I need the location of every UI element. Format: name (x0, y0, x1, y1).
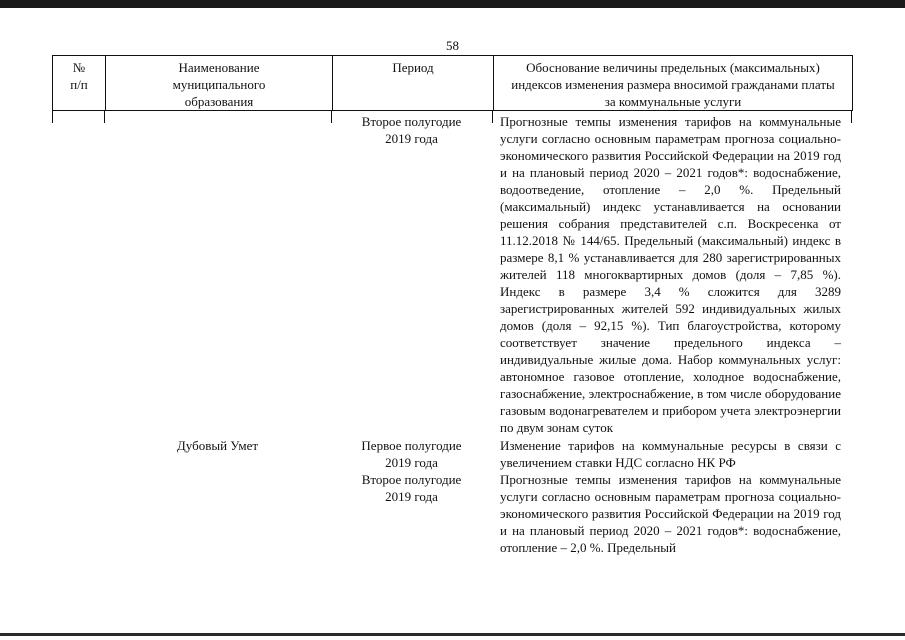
row-justification-text (492, 437, 851, 556)
tariff-table (52, 55, 853, 581)
period-b-line2: 2019 года (385, 489, 438, 504)
justification-text-a: Изменение тарифов на коммунальные ресурсы в связи с увеличением ставки НДС согласно НК РФ (500, 438, 841, 470)
header-municipality-line1: Наименование (178, 60, 260, 75)
border-stub (851, 111, 852, 123)
period-line1: Второе полугодие (361, 114, 462, 129)
scan-top-border (0, 0, 905, 8)
period-line2: 2019 года (385, 131, 438, 146)
header-num-line1: № (72, 60, 86, 75)
header-justification-line1: Обоснование величины предельных (максимальных) (526, 60, 820, 75)
header-justification (493, 56, 852, 110)
header-num (53, 56, 105, 110)
header-municipality-line3: образования (184, 94, 254, 109)
page-number: 58 (446, 38, 459, 53)
row-justification-text: Прогнозные темпы изменения тарифов на коммунальные услуги согласно основным параметрам прогноза социально-экономического развития Российской Федерации на 2019 год и на плановый период 2020 – 2021 годов*: водоснабжение, водоотведение, отопление – 2,0 %. Предельный (максимальный) индекс устанавливается на основании решения собрания представителей с.п. Воскресенка от 11.12.2018 № 144/65. Предельный (максимальный) индекс в размере 8,1 % устанавливается для 280 зарегистрированных жителей 118 многоквартирных домов (доля – 7,85 %). Индекс в размере 3,4 % сложится для 3289 зарегистрированных жителей 592 индивидуальных жилых домов (доля – 92,15 %). Тип благоустройства, которому соответствует значение предельного индекса – индивидуальные жилые дома. Набор коммунальных услуг: автономное газовое отопление, холодное водоснабжение, газоснабжение, электроснабжение, в том числе оборудование газовым водонагревателем и прибором учета электроэнергии по двум зонам суток (500, 114, 841, 435)
border-stub (52, 111, 53, 123)
table-header (52, 55, 853, 111)
row-municipality: Дубовый Умет (176, 438, 259, 453)
justification-text-b: Прогнозные темпы изменения тарифов на коммунальные услуги согласно основным параметрам прогноза социально-экономического развития Российской Федерации на 2019 год и на плановый период 2020 – 2021 годов*: водоснабжение, отопление – 2,0 %. Предельный (500, 472, 841, 555)
header-justification-line3: за коммунальные услуги (604, 94, 742, 109)
header-period-line1: Период (392, 60, 434, 75)
period-a-line2: 2019 года (385, 455, 438, 470)
row-period (331, 113, 492, 147)
row-period (331, 437, 492, 505)
header-municipality (105, 56, 332, 110)
header-period (332, 56, 493, 110)
header-num-line2: п/п (70, 77, 88, 92)
header-municipality-line2: муниципального (172, 77, 266, 92)
table-body (52, 111, 853, 581)
scan-bottom-border (0, 633, 905, 636)
period-a-line1: Первое полугодие (361, 438, 462, 453)
border-stub (104, 111, 105, 123)
period-b-line1: Второе полугодие (361, 472, 462, 487)
header-justification-line2: индексов изменения размера вносимой гражданами платы (511, 77, 835, 92)
